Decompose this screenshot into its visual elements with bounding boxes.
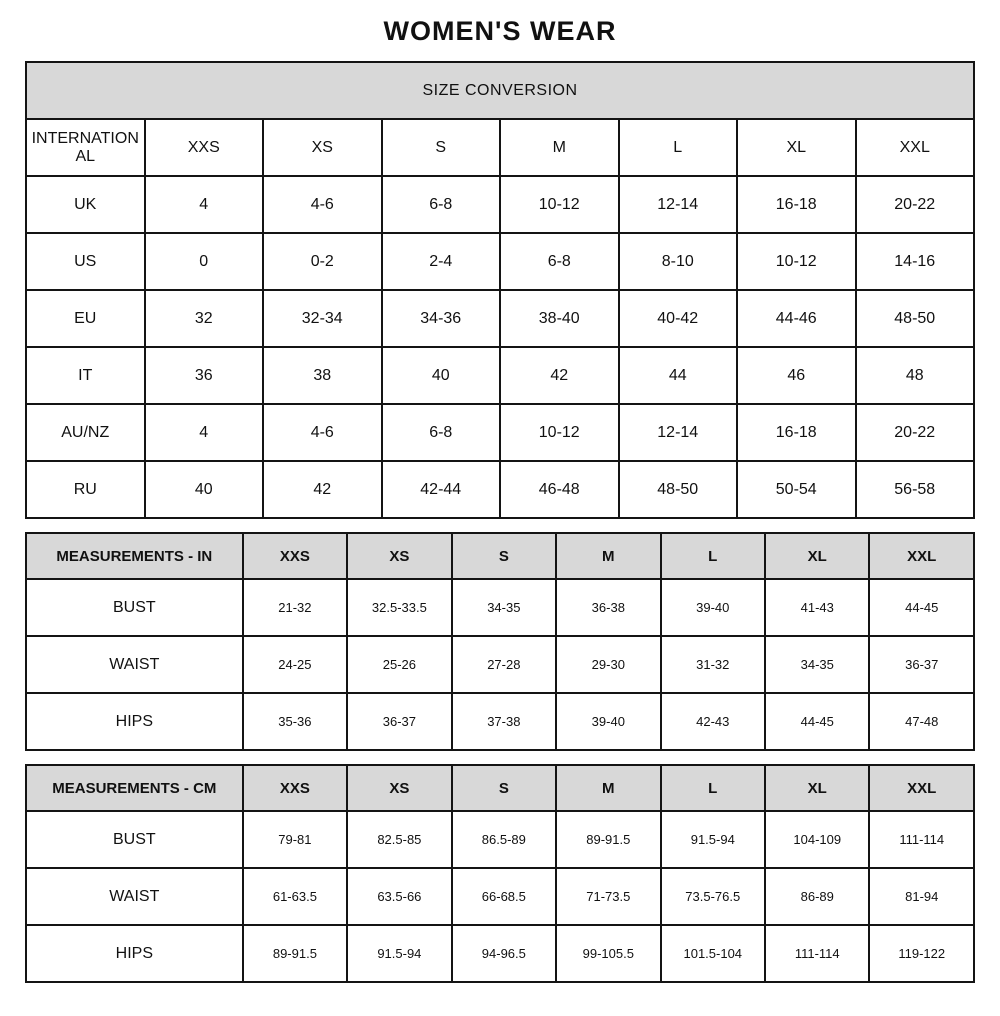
- table-row: [26, 636, 974, 693]
- cell: 42-44: [382, 461, 501, 518]
- cell: 36-37: [347, 693, 451, 750]
- row-label: UK: [26, 176, 145, 233]
- column-header: S: [452, 533, 556, 579]
- cell: 36: [145, 347, 264, 404]
- page-title: WOMEN'S WEAR: [383, 16, 617, 46]
- cell: 89-91.5: [243, 925, 347, 982]
- cell: 63.5-66: [347, 868, 451, 925]
- cell: 56-58: [856, 461, 975, 518]
- cell: 10-12: [500, 176, 619, 233]
- cell: 71-73.5: [556, 868, 660, 925]
- cell: 31-32: [661, 636, 765, 693]
- row-label: BUST: [26, 579, 243, 636]
- column-header: MEASUREMENTS - IN: [26, 533, 243, 579]
- cell: 38: [263, 347, 382, 404]
- cell: 16-18: [737, 176, 856, 233]
- column-header: XL: [765, 533, 869, 579]
- cell: 4: [145, 404, 264, 461]
- row-label: HIPS: [26, 925, 243, 982]
- cell: 111-114: [869, 811, 974, 868]
- row-label: WAIST: [26, 636, 243, 693]
- cell: 41-43: [765, 579, 869, 636]
- cell: 91.5-94: [347, 925, 451, 982]
- column-header: INTERNATIONAL: [26, 119, 145, 176]
- cell: 86.5-89: [452, 811, 556, 868]
- cell: 94-96.5: [452, 925, 556, 982]
- cell: 44-46: [737, 290, 856, 347]
- cell: 66-68.5: [452, 868, 556, 925]
- cell: 36-37: [869, 636, 974, 693]
- cell: 73.5-76.5: [661, 868, 765, 925]
- cell: 111-114: [765, 925, 869, 982]
- cell: 10-12: [737, 233, 856, 290]
- cell: 44: [619, 347, 738, 404]
- column-header: S: [452, 765, 556, 811]
- cell: 29-30: [556, 636, 660, 693]
- cell: 91.5-94: [661, 811, 765, 868]
- column-header: XXL: [869, 765, 974, 811]
- column-header: XS: [347, 765, 451, 811]
- row-label: HIPS: [26, 693, 243, 750]
- cell: 20-22: [856, 404, 975, 461]
- cell: 39-40: [556, 693, 660, 750]
- cell: 0: [145, 233, 264, 290]
- cell: 89-91.5: [556, 811, 660, 868]
- cell: 39-40: [661, 579, 765, 636]
- row-label: AU/NZ: [26, 404, 145, 461]
- cell: 42-43: [661, 693, 765, 750]
- column-header: XL: [737, 119, 856, 176]
- cell: 46: [737, 347, 856, 404]
- table-header-row: [26, 765, 974, 811]
- cell: 40: [145, 461, 264, 518]
- cell: 82.5-85: [347, 811, 451, 868]
- cell: 34-35: [452, 579, 556, 636]
- row-label: RU: [26, 461, 145, 518]
- column-header: XXS: [145, 119, 264, 176]
- table-row: [26, 404, 974, 461]
- cell: 12-14: [619, 404, 738, 461]
- cell: 44-45: [765, 693, 869, 750]
- table-row: [26, 868, 974, 925]
- cell: 2-4: [382, 233, 501, 290]
- cell: 48: [856, 347, 975, 404]
- cell: 4-6: [263, 176, 382, 233]
- cell: 48-50: [856, 290, 975, 347]
- cell: 42: [263, 461, 382, 518]
- cell: 37-38: [452, 693, 556, 750]
- column-header: XS: [263, 119, 382, 176]
- cell: 32-34: [263, 290, 382, 347]
- table-row: [26, 461, 974, 518]
- cell: 36-38: [556, 579, 660, 636]
- row-label: EU: [26, 290, 145, 347]
- column-header: M: [500, 119, 619, 176]
- cell: 34-35: [765, 636, 869, 693]
- cell: 79-81: [243, 811, 347, 868]
- column-header: XXL: [856, 119, 975, 176]
- column-header: M: [556, 765, 660, 811]
- row-label: IT: [26, 347, 145, 404]
- table-header-row: [26, 533, 974, 579]
- table-row: [26, 176, 974, 233]
- column-header: XS: [347, 533, 451, 579]
- table-header-row: [26, 119, 974, 176]
- cell: 81-94: [869, 868, 974, 925]
- cell: 16-18: [737, 404, 856, 461]
- column-header: L: [661, 765, 765, 811]
- cell: 27-28: [452, 636, 556, 693]
- table-row: [26, 290, 974, 347]
- row-label: BUST: [26, 811, 243, 868]
- cell: 48-50: [619, 461, 738, 518]
- cell: 4: [145, 176, 264, 233]
- cell: 8-10: [619, 233, 738, 290]
- cell: 104-109: [765, 811, 869, 868]
- cell: 0-2: [263, 233, 382, 290]
- cell: 12-14: [619, 176, 738, 233]
- cell: 35-36: [243, 693, 347, 750]
- row-label: US: [26, 233, 145, 290]
- cell: 21-32: [243, 579, 347, 636]
- table-row: [26, 693, 974, 750]
- cell: 42: [500, 347, 619, 404]
- cell: 10-12: [500, 404, 619, 461]
- table-row: [26, 811, 974, 868]
- table-row: [26, 579, 974, 636]
- table-title-row: [26, 62, 974, 119]
- cell: 46-48: [500, 461, 619, 518]
- column-header: XL: [765, 765, 869, 811]
- cell: 32: [145, 290, 264, 347]
- cell: 24-25: [243, 636, 347, 693]
- row-label: WAIST: [26, 868, 243, 925]
- cell: 99-105.5: [556, 925, 660, 982]
- column-header: MEASUREMENTS - CM: [26, 765, 243, 811]
- cell: 6-8: [382, 404, 501, 461]
- column-header: XXS: [243, 533, 347, 579]
- measurements-in-table: [25, 532, 975, 751]
- table-row: [26, 347, 974, 404]
- column-header: M: [556, 533, 660, 579]
- column-header: L: [619, 119, 738, 176]
- column-header: S: [382, 119, 501, 176]
- cell: 119-122: [869, 925, 974, 982]
- cell: 40: [382, 347, 501, 404]
- cell: 34-36: [382, 290, 501, 347]
- cell: 101.5-104: [661, 925, 765, 982]
- cell: 61-63.5: [243, 868, 347, 925]
- column-header: L: [661, 533, 765, 579]
- cell: 44-45: [869, 579, 974, 636]
- column-header: XXL: [869, 533, 974, 579]
- cell: 86-89: [765, 868, 869, 925]
- table-row: [26, 233, 974, 290]
- cell: 14-16: [856, 233, 975, 290]
- cell: 47-48: [869, 693, 974, 750]
- cell: 38-40: [500, 290, 619, 347]
- cell: 32.5-33.5: [347, 579, 451, 636]
- cell: 25-26: [347, 636, 451, 693]
- cell: 6-8: [500, 233, 619, 290]
- size-conversion-table: [25, 61, 975, 519]
- cell: 40-42: [619, 290, 738, 347]
- cell: 6-8: [382, 176, 501, 233]
- table-row: [26, 925, 974, 982]
- cell: 50-54: [737, 461, 856, 518]
- table-title: SIZE CONVERSION: [26, 62, 974, 119]
- measurements-cm-table: [25, 764, 975, 983]
- cell: 20-22: [856, 176, 975, 233]
- column-header: XXS: [243, 765, 347, 811]
- cell: 4-6: [263, 404, 382, 461]
